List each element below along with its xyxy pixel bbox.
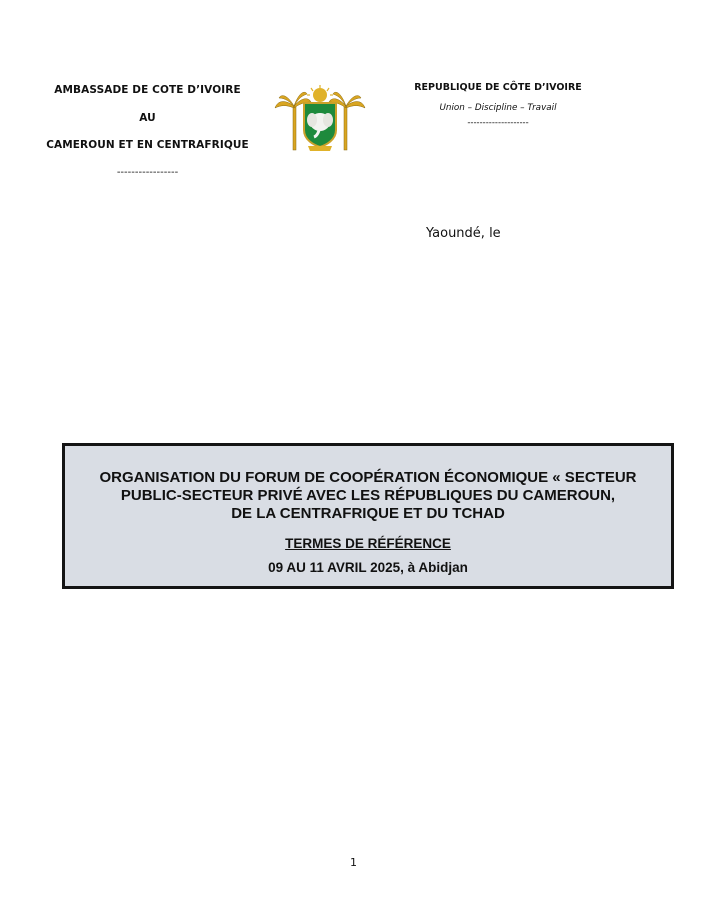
republic-separator: -------------------- xyxy=(467,118,529,128)
embassy-header xyxy=(20,82,275,192)
embassy-separator: ----------------- xyxy=(116,166,179,178)
title-line-1: ORGANISATION DU FORUM DE COOPÉRATION ÉCONOMIQUE « SECTEUR xyxy=(99,469,637,486)
embassy-name: AMBASSADE DE COTE D’IVOIRE xyxy=(54,84,241,96)
place-date: Yaoundé, le xyxy=(426,226,501,241)
title-line-3: DE LA CENTRAFRIQUE ET DU TCHAD xyxy=(231,505,505,522)
event-dates: 09 AU 11 AVRIL 2025, à Abidjan xyxy=(268,560,468,575)
embassy-au: AU xyxy=(139,111,156,124)
title-line-2: PUBLIC-SECTEUR PRIVÉ AVEC LES RÉPUBLIQUES DU CAMEROUN, xyxy=(120,487,616,504)
ivory-coast-coat-of-arms-icon xyxy=(273,84,367,154)
document-subtitle: TERMES DE RÉFÉRENCE xyxy=(285,536,451,551)
page-number: 1 xyxy=(350,856,357,869)
republic-name: REPUBLIQUE DE CÔTE D’IVOIRE xyxy=(414,82,582,93)
document-title xyxy=(65,469,671,523)
republic-header xyxy=(408,80,588,128)
title-box xyxy=(62,443,674,589)
republic-motto: Union – Discipline – Travail xyxy=(439,103,557,113)
embassy-countries: CAMEROUN ET EN CENTRAFRIQUE xyxy=(46,139,249,151)
